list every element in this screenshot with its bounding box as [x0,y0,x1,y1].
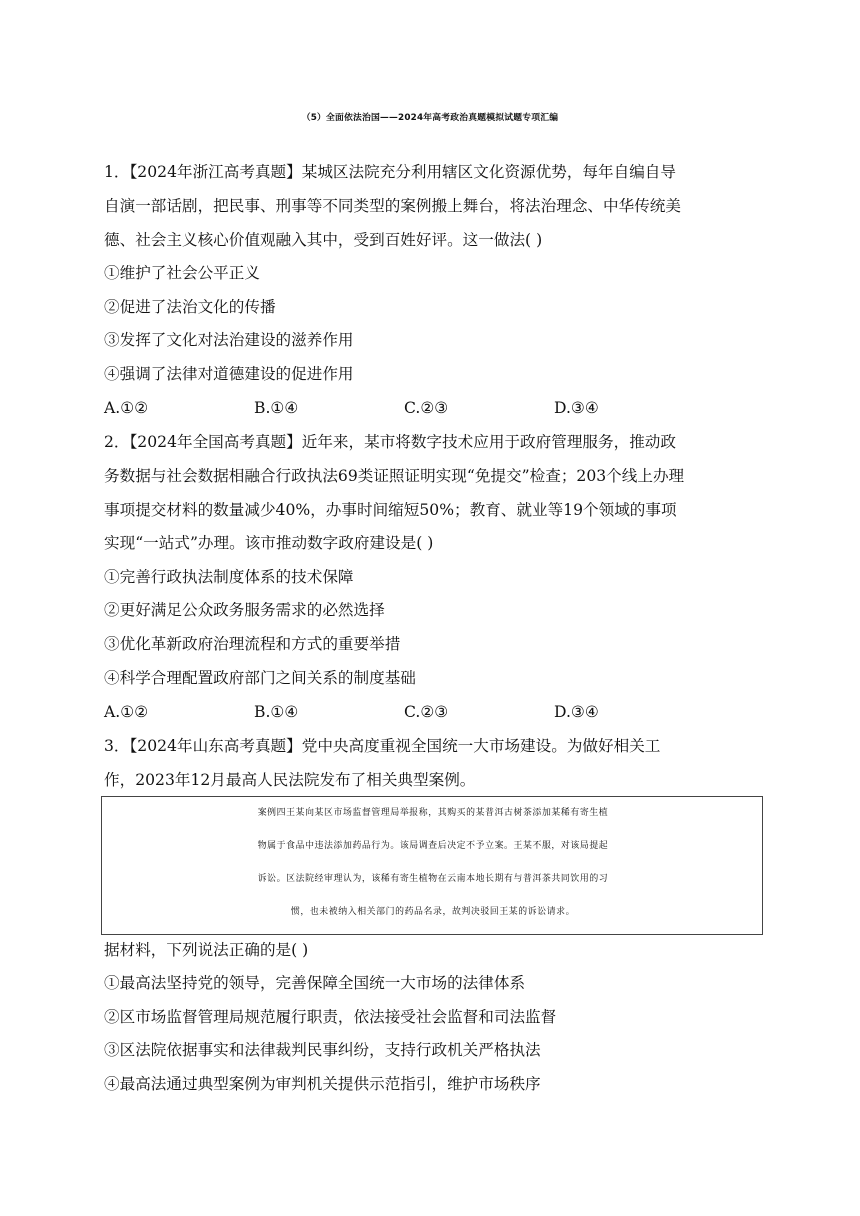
q1-stem-line-1: 1．【2024年浙江高考真题】某城区法院充分利用辖区文化资源优势，每年自编自导 [104,163,676,181]
q1-option-1: ①维护了社会公平正义 [104,264,260,282]
q1-choice-a: A.①② [104,399,149,417]
q2-option-4: ④科学合理配置政府部门之间关系的制度基础 [104,669,416,687]
q3-question-stem: 据材料，下列说法正确的是( ) [104,941,309,959]
q2-choice-d: D.③④ [554,703,599,721]
q1-choice-b: B.①④ [254,399,299,417]
q1-stem-line-2: 自演一部话剧，把民事、刑事等不同类型的案例搬上舞台，将法治理念、中华传统美 [104,197,681,215]
q3-stem-line-1: 3．【2024年山东高考真题】党中央高度重视全国统一大市场建设。为做好相关工 [104,737,661,755]
q3-stem-line-2: 作，2023年12月最高人民法院发布了相关典型案例。 [104,771,476,789]
q2-choice-a: A.①② [104,703,149,721]
q3-option-3: ③区法院依据事实和法律裁判民事纠纷，支持行政机关严格执法 [104,1041,541,1059]
q1-stem-line-3: 德、社会主义核心价值观融入其中，受到百姓好评。这一做法( ) [104,231,543,249]
q1-option-2: ②促进了法治文化的传播 [104,298,276,316]
q1-choice-d: D.③④ [554,399,599,417]
q2-choice-b: B.①④ [254,703,299,721]
q3-option-2: ②区市场监督管理局规范履行职责，依法接受社会监督和司法监督 [104,1008,557,1026]
q1-option-4: ④强调了法律对道德建设的促进作用 [104,365,354,383]
q2-stem-line-3: 事项提交材料的数量减少40%，办事时间缩短50%；教育、就业等19个领域的事项 [104,501,677,519]
q2-stem-line-1: 2．【2024年全国高考真题】近年来，某市将数字技术应用于政府管理服务，推动政 [104,433,676,451]
q2-stem-line-2: 务数据与社会数据相融合行政执法69类证照证明实现“免提交”检查；203个线上办理 [104,467,685,485]
q2-option-2: ②更好满足公众政务服务需求的必然选择 [104,601,385,619]
q2-option-1: ①完善行政执法制度体系的技术保障 [104,568,354,586]
q2-stem-line-4: 实现“一站式”办理。该市推动数字政府建设是( ) [104,534,434,552]
case-line-4: 惯，也未被纳入相关部门的药品名录，故判决驳回王某的诉讼请求。 [290,907,576,917]
case-line-3: 诉讼。区法院经审理认为，该稀有寄生植物在云南本地长期有与普洱茶共同饮用的习 [257,874,609,884]
q1-option-3: ③发挥了文化对法治建设的滋养作用 [104,331,354,349]
q3-option-4: ④最高法通过典型案例为审判机关提供示范指引，维护市场秩序 [104,1075,541,1093]
case-line-2: 物属于食品中违法添加药品行为。该局调查后决定不予立案。王某不服，对该局提起 [257,841,609,851]
case-material-box [101,796,763,935]
case-line-1: 案例四王某向某区市场监督管理局举报称，其购买的某普洱古树茶添加某稀有寄生植 [257,808,609,818]
q2-option-3: ③优化革新政府治理流程和方式的重要举措 [104,635,401,653]
q2-choice-c: C.②③ [404,703,449,721]
q3-option-1: ①最高法坚持党的领导，完善保障全国统一大市场的法律体系 [104,974,526,992]
document-title: （5）全面依法治国——2024年高考政治真题模拟试题专项汇编 [301,113,559,123]
q1-choice-c: C.②③ [404,399,449,417]
